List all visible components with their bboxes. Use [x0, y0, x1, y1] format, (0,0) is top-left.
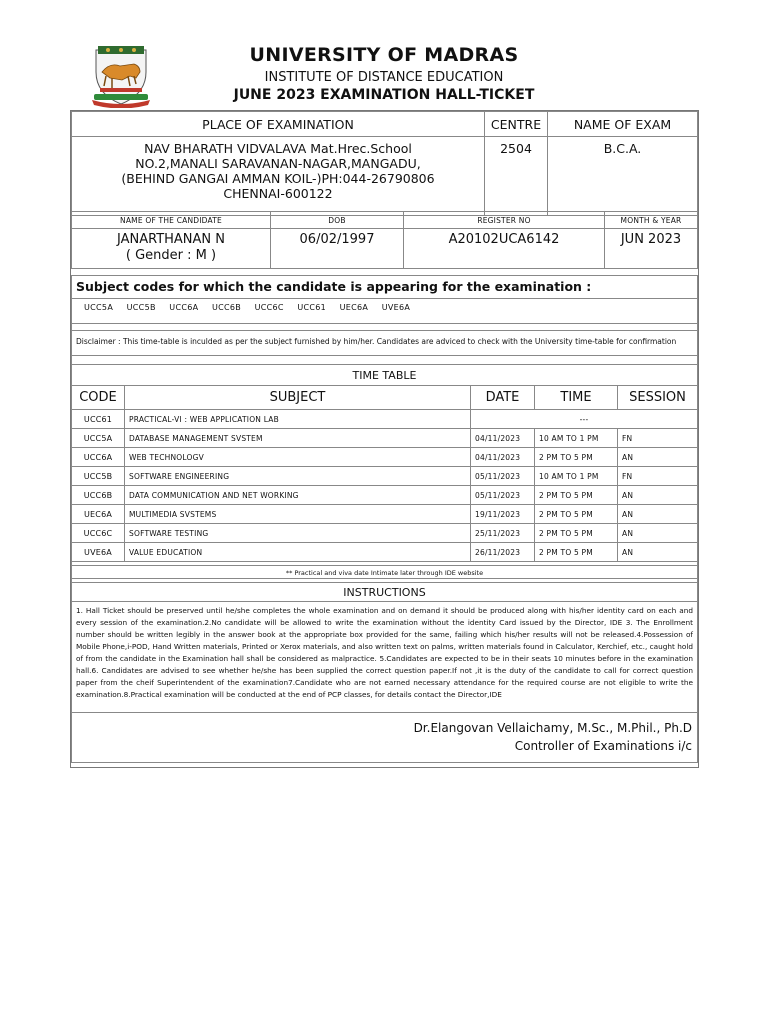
subject-code: UCC5A [84, 303, 114, 312]
place-header: PLACE OF EXAMINATION [72, 112, 485, 137]
dob-header: DOB [271, 212, 404, 229]
subject-code: UCC6A [169, 303, 199, 312]
row-time: 2 PM TO 5 PM [535, 543, 618, 562]
controller-title: Controller of Examinations i/c [514, 739, 692, 753]
table-row [72, 448, 698, 467]
row-code: UCC5A [72, 429, 125, 448]
candidate-section [71, 211, 698, 269]
table-row [72, 429, 698, 448]
place-address [72, 137, 485, 216]
exam-name: B.C.A. [548, 137, 698, 216]
row-code: UCC6C [72, 524, 125, 543]
exam-title: JUNE 2023 EXAMINATION HALL-TICKET [233, 87, 535, 103]
register-no-header: REGISTER NO [404, 212, 605, 229]
row-subject: PRACTICAL-VI : WEB APPLICATION LAB [125, 410, 471, 429]
candidate-name-header: NAME OF THE CANDIDATE [72, 212, 271, 229]
timetable-section [71, 385, 698, 763]
row-subject: MULTIMEDIA SVSTEMS [125, 505, 471, 524]
row-date: 26/11/2023 [471, 543, 535, 562]
address-line-2: NO.2,MANALI SARAVANAN-NAGAR,MANGADU, [135, 156, 421, 171]
candidate-gender: ( Gender : M ) [125, 248, 217, 263]
subject-code: UCC6C [254, 303, 284, 312]
subject-code: UCC5B [126, 303, 156, 312]
disclaimer-text: Disclaimer : This time-table is inculded as per the subject furnished by him/her. Candidates are adviced to check with the University time-table for confirmation [71, 330, 698, 356]
register-no-value: A20102UCA6142 [404, 229, 605, 269]
place-section [71, 111, 698, 216]
subject-codes-list [71, 298, 698, 324]
row-date: 04/11/2023 [471, 429, 535, 448]
session-header: SESSION [618, 386, 698, 410]
table-row [72, 467, 698, 486]
row-session: AN [618, 486, 698, 505]
controller-name: Dr.Elangovan Vellaichamy, M.Sc., M.Phil., Ph.D [413, 721, 692, 735]
row-code: UCC61 [72, 410, 125, 429]
row-time: 2 PM TO 5 PM [535, 505, 618, 524]
address-line-4: CHENNAI-600122 [223, 186, 333, 201]
university-name: UNIVERSITY OF MADRAS [249, 44, 519, 66]
row-schedule-pending: --- [471, 410, 698, 429]
row-session: AN [618, 543, 698, 562]
row-date: 19/11/2023 [471, 505, 535, 524]
centre-header: CENTRE [485, 112, 548, 137]
subject-code: UCC6B [211, 303, 242, 312]
subject-code: UCC61 [297, 303, 327, 312]
table-row [72, 410, 698, 429]
spacer [71, 356, 698, 364]
date-header: DATE [471, 386, 535, 410]
subject-codes-title: Subject codes for which the candidate is appearing for the examination : [71, 275, 698, 298]
row-time: 2 PM TO 5 PM [535, 448, 618, 467]
row-code: UCC6A [72, 448, 125, 467]
row-subject: SOFTWARE TESTING [125, 524, 471, 543]
subject-header: SUBJECT [125, 386, 471, 410]
candidate-name: JANARTHANAN N [116, 232, 225, 247]
practical-note: ** Practical and viva date Intimate later through IDE website [71, 565, 698, 579]
row-date: 25/11/2023 [471, 524, 535, 543]
month-year-header: MONTH & YEAR [605, 212, 698, 229]
instructions-title: INSTRUCTIONS [71, 582, 698, 602]
code-header: CODE [72, 386, 125, 410]
row-session: AN [618, 505, 698, 524]
subject-codes-section [71, 275, 698, 386]
instructions-body: 1. Hall Ticket should be preserved until he/she completes the whole examination and on demand it should be produced along with his/her identity card on each and every session of the examination.2.No candidate will be allowed to write the examination without the identity Card issued by the Director, IDE 3. The Enrollment number should be written legibly in the answer book at the appropriate box provided for the same, failing which his/her results will not be released.4.Possession of Mobile Phone,i-POD, Hand Written materials, Printed or Xerox materials, and also written text on palms, written materials found in Calculator, Kerchief, etc., caught hold of from the candidate in the Examination hall shall be considered as malpractice. 5.Candidates are expected to be in their seats 10 minutes before in the examination hall.6. Candidates are advised to see whether he/she has been supplied the correct question paper.If not ,it is the duty of the candidate to call for correct question paper from the cheif Superintendent of the examination7.Candidate who are not earned necessary attendance for the required course are not eligible to write the examination.8.Practical examination will be conducted at the end of PCP classes, for details contact the Director,IDE [71, 602, 698, 713]
month-year-value: JUN 2023 [605, 229, 698, 269]
row-session: AN [618, 524, 698, 543]
row-code: UVE6A [72, 543, 125, 562]
row-session: FN [618, 467, 698, 486]
signature-block [71, 713, 698, 763]
centre-code: 2504 [485, 137, 548, 216]
timetable-title: TIME TABLE [71, 364, 698, 386]
institute-name: INSTITUTE OF DISTANCE EDUCATION [264, 70, 504, 85]
row-time: 10 AM TO 1 PM [535, 429, 618, 448]
table-row [72, 543, 698, 562]
address-line-3: (BEHIND GANGAI AMMAN KOIL-)PH:044-26790806 [121, 171, 435, 186]
row-subject: DATA COMMUNICATION AND NET WORKING [125, 486, 471, 505]
row-subject: VALUE EDUCATION [125, 543, 471, 562]
row-time: 2 PM TO 5 PM [535, 524, 618, 543]
row-subject: WEB TECHNOLOGV [125, 448, 471, 467]
row-code: UEC6A [72, 505, 125, 524]
subject-code: UVE6A [381, 303, 411, 312]
dob-value: 06/02/1997 [271, 229, 404, 269]
table-row [72, 486, 698, 505]
candidate-name-cell [72, 229, 271, 269]
exam-name-header: NAME OF EXAM [548, 112, 698, 137]
row-time: 2 PM TO 5 PM [535, 486, 618, 505]
row-session: FN [618, 429, 698, 448]
row-code: UCC6B [72, 486, 125, 505]
row-date: 05/11/2023 [471, 486, 535, 505]
table-row [72, 505, 698, 524]
row-time: 10 AM TO 1 PM [535, 467, 618, 486]
address-line-1: NAV BHARATH VIDVALAVA Mat.Hrec.School [144, 141, 412, 156]
row-date: 05/11/2023 [471, 467, 535, 486]
table-row [72, 524, 698, 543]
row-subject: DATABASE MANAGEMENT SVSTEM [125, 429, 471, 448]
subject-code: UEC6A [339, 303, 369, 312]
row-code: UCC5B [72, 467, 125, 486]
row-session: AN [618, 448, 698, 467]
time-header: TIME [535, 386, 618, 410]
row-date: 04/11/2023 [471, 448, 535, 467]
row-subject: SOFTWARE ENGINEERING [125, 467, 471, 486]
